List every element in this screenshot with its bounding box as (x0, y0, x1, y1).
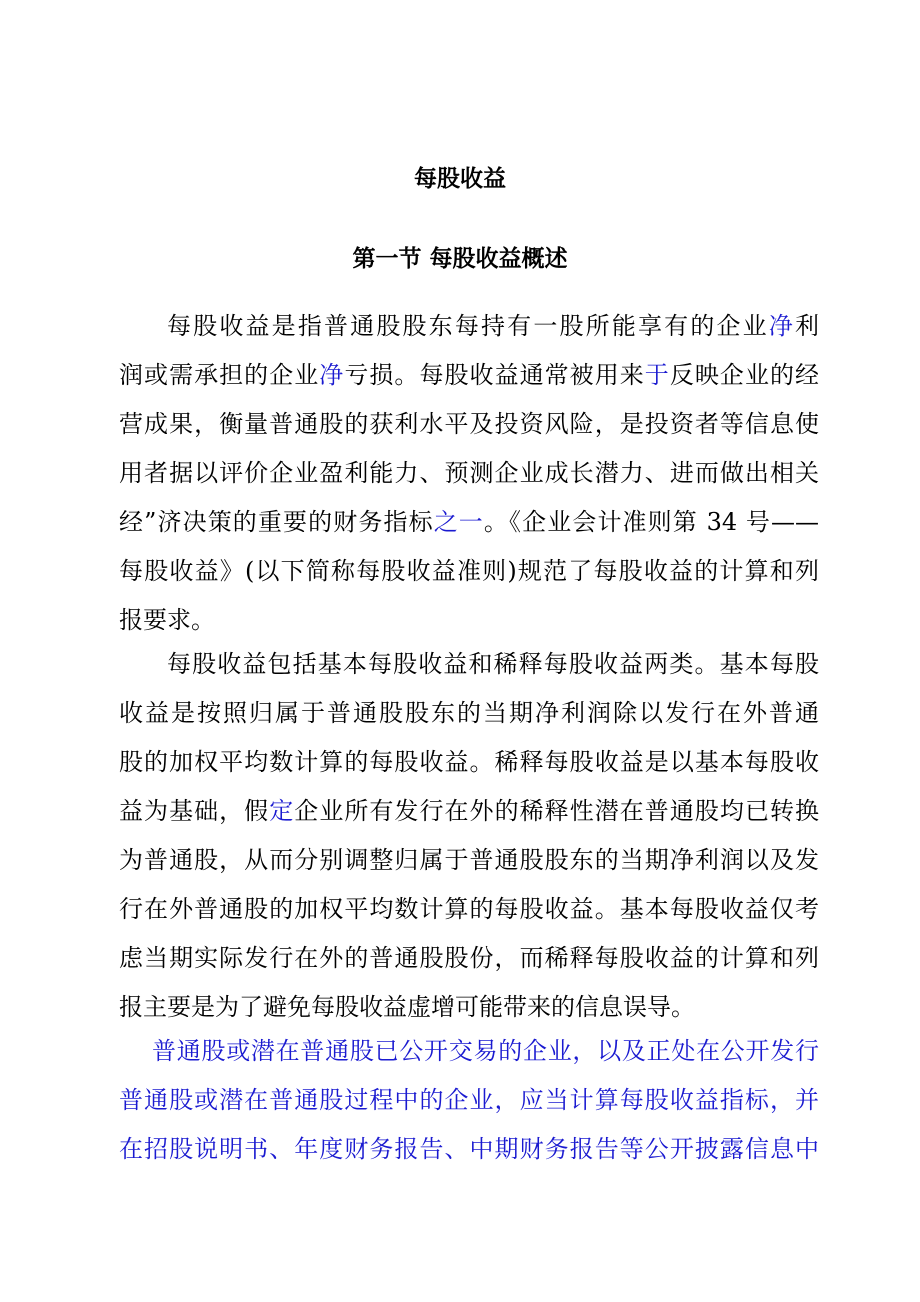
text-line: 股的加权平均数计算的每股收益。稀释每股收益是以基本每股收 (119, 748, 819, 776)
section-heading: 第一节 每股收益概述 (352, 246, 568, 272)
text-line: 为普通股，从而分别调整归属于普通股股东的当期净利润以及发 (119, 846, 819, 874)
highlighted-text: 净 (768, 312, 796, 340)
text-run: 。《企业会计准则第 34 号—— (483, 508, 820, 536)
highlighted-text: 之一 (433, 508, 484, 536)
text-line: 用者据以评价企业盈利能力、预测企业成长潜力、进而做出相关 (119, 459, 819, 487)
text-line: 在招股说明书、年度财务报告、中期财务报告等公开披露信息中 (119, 1135, 819, 1163)
text-run: 利 (795, 312, 820, 340)
paragraph-types (119, 640, 819, 1032)
text-run: 益为基础，假 (119, 797, 270, 825)
text-line: 虑当期实际发行在外的普通股股份，而稀释每股收益的计算和列 (119, 944, 819, 972)
text-line: 营成果，衡量普通股的获利水平及投资风险，是投资者等信息使 (119, 410, 819, 438)
text-line: 普通股或潜在普通股已公开交易的企业，以及正处在公开发行 (152, 1037, 819, 1065)
text-line (119, 498, 819, 547)
text-run: 反映企业的经 (669, 361, 820, 389)
text-line (119, 787, 819, 836)
text-run: 每股收益是指普通股股东每持有一股所能享有的企业 (167, 312, 769, 340)
highlighted-text: 净 (319, 361, 345, 389)
text-line: 每股收益》(以下简称每股收益准则)规范了每股收益的计算和列 (119, 557, 819, 585)
paragraph-definition (119, 302, 819, 645)
highlighted-text: 于 (644, 361, 670, 389)
text-run: 润或需承担的企业 (119, 361, 320, 389)
text-line (119, 302, 819, 351)
text-run: 企业所有发行在外的稀释性潜在普通股均已转换 (294, 797, 820, 825)
text-line: 报主要是为了避免每股收益虚增可能带来的信息误导。 (119, 993, 695, 1021)
text-run: 亏损。每股收益通常被用来 (344, 361, 645, 389)
text-line: 行在外普通股的加权平均数计算的每股收益。基本每股收益仅考 (119, 895, 819, 923)
text-line: 每股收益包括基本每股收益和稀释每股收益两类。基本每股 (167, 650, 819, 678)
text-line: 普通股或潜在普通股过程中的企业，应当计算每股收益指标，并 (119, 1086, 819, 1114)
text-line: 报要求。 (119, 606, 215, 634)
document-title: 每股收益 (414, 166, 506, 192)
paragraph-disclosure (119, 1027, 819, 1174)
highlighted-text: 定 (269, 797, 295, 825)
text-line (119, 351, 819, 400)
text-run: 经”济决策的重要的财务指标 (119, 508, 434, 536)
text-line: 收益是按照归属于普通股股东的当期净利润除以发行在外普通 (119, 699, 819, 727)
